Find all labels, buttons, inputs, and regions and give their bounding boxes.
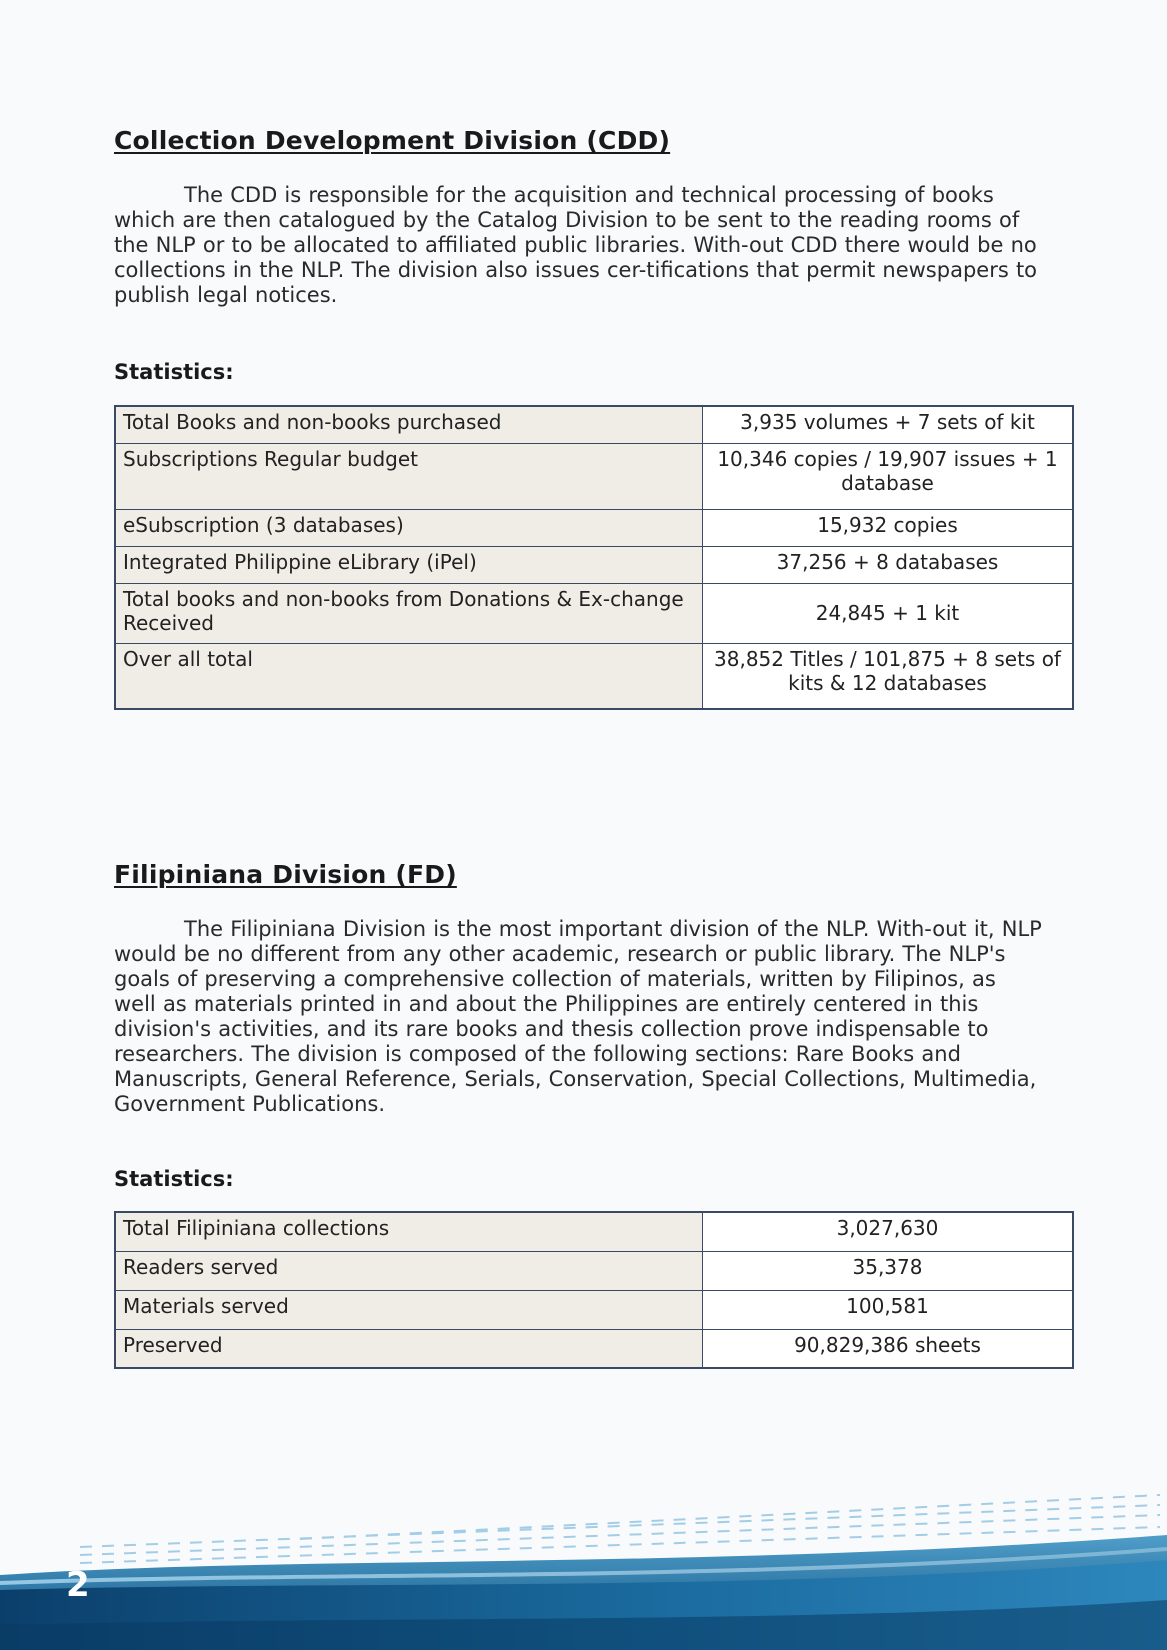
row-value: 100,581 — [703, 1290, 1074, 1329]
row-value: 37,256 + 8 databases — [703, 546, 1074, 583]
footer-wave-decoration — [0, 1475, 1167, 1650]
row-value: 35,378 — [703, 1251, 1074, 1290]
table-row — [115, 1290, 1073, 1329]
table-row — [115, 443, 1073, 509]
table-row — [115, 546, 1073, 583]
row-label: Materials served — [115, 1290, 703, 1329]
row-value: 15,932 copies — [703, 509, 1074, 546]
fd-paragraph: The Filipiniana Division is the most important division of the NLP. With-out it, NLP would be no different from any other academic, research or public library. The NLP's goals of preserving a comprehensive collection of materials, written by Filipinos, as well as materials printed in and about the Philippines are entirely centered in this division's activities, and its rare books and thesis collection prove indispensable to researchers. The division is composed of the following sections: Rare Books and Manuscripts, General Reference, Serials, Conservation, Special Collections, Multimedia, Government Publications. — [114, 917, 1042, 1116]
table-row — [115, 1212, 1073, 1251]
row-value: 38,852 Titles / 101,875 + 8 sets of kits & 12 databases — [703, 643, 1074, 709]
page-number: 2 — [66, 1565, 90, 1605]
table-row — [115, 1251, 1073, 1290]
table-row — [115, 406, 1073, 443]
row-label: Subscriptions Regular budget — [115, 443, 703, 509]
row-label: Total books and non-books from Donations & Ex-change Received — [115, 583, 703, 643]
row-value: 3,027,630 — [703, 1212, 1074, 1251]
cdd-statistics-label: Statistics: — [114, 360, 234, 384]
row-value: 3,935 volumes + 7 sets of kit — [703, 406, 1074, 443]
row-label: Integrated Philippine eLibrary (iPel) — [115, 546, 703, 583]
cdd-paragraph: The CDD is responsible for the acquisition and technical processing of books which are then catalogued by the Catalog Division to be sent to the reading rooms of the NLP or to be allocated to affiliated public libraries. With-out CDD there would be no collections in the NLP. The division also issues cer-tifications that permit newspapers to publish legal notices. — [114, 183, 1038, 307]
fd-statistics-table — [114, 1211, 1074, 1369]
row-label: Preserved — [115, 1329, 703, 1368]
table-row — [115, 509, 1073, 546]
cdd-heading: Collection Development Division (CDD) — [114, 126, 671, 155]
fd-statistics-label: Statistics: — [114, 1167, 234, 1191]
table-row — [115, 1329, 1073, 1368]
row-value: 10,346 copies / 19,907 issues + 1 database — [703, 443, 1074, 509]
row-label: Readers served — [115, 1251, 703, 1290]
table-row — [115, 643, 1073, 709]
row-label: Total Filipiniana collections — [115, 1212, 703, 1251]
fd-heading: Filipiniana Division (FD) — [114, 860, 457, 889]
row-value: 24,845 + 1 kit — [703, 583, 1074, 643]
cdd-statistics-table — [114, 405, 1074, 710]
table-row — [115, 583, 1073, 643]
row-label: Total Books and non-books purchased — [115, 406, 703, 443]
row-label: eSubscription (3 databases) — [115, 509, 703, 546]
row-label: Over all total — [115, 643, 703, 709]
row-value: 90,829,386 sheets — [703, 1329, 1074, 1368]
